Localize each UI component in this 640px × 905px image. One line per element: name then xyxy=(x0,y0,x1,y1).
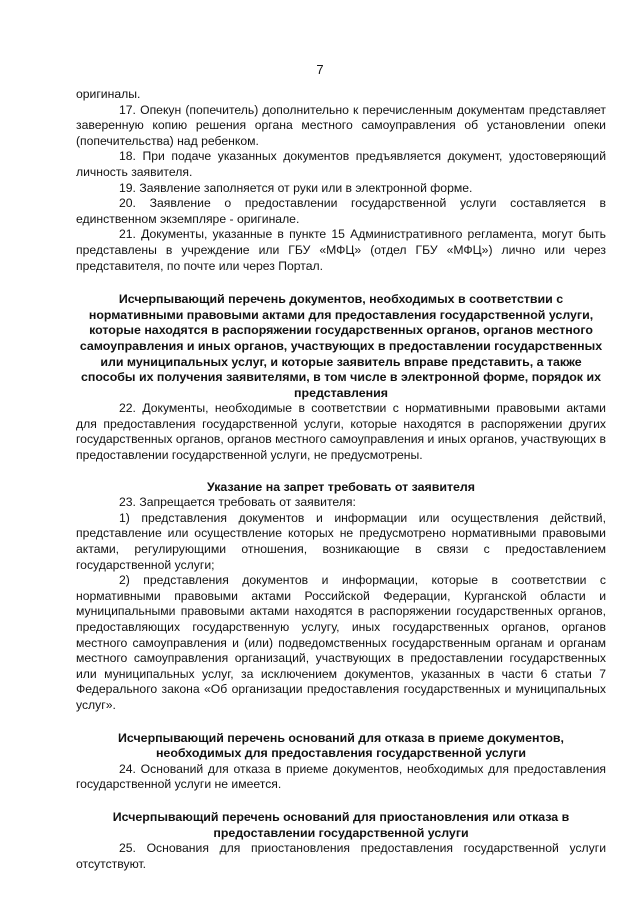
section-heading-available-documents: Исчерпывающий перечень документов, необходимых в соответствии с нормативными правовыми актами для предоставления государственной услуги, которые находятся в распоряжении государственных органов, органов местного самоуправления и иных органов, участвующих в предоставлении государственных или муниципальных услуг, и которые заявитель вправе представить, а также способы их получения заявителями, в том числе в электронной форме, порядок их представления xyxy=(79,292,603,400)
paragraph-24: 24. Оснований для отказа в приеме документов, необходимых для предоставления государственной услуги не имеется. xyxy=(76,761,606,792)
paragraph-23-item-2: 2) представления документов и информации, которые в соответствии с нормативными правовыми актами Российской Федерации, Курганской области и муниципальными правовыми актами находятся в распоряжении государственных органов, предоставляющих государственную услугу, иных государственных органов, органов местного самоуправления и (или) подведомственных государственным органам и органам местного самоуправления организаций, участвующих в предоставлении государственных или муниципальных услуг, за исключением документов, указанных в части 6 статьи 7 Федерального закона «Об организации предоставления государственных и муниципальных услуг». xyxy=(76,573,606,712)
paragraph-continuation: оригиналы. xyxy=(76,87,141,101)
paragraph-21: 21. Документы, указанные в пункте 15 Административного регламента, могут быть представлены в учреждение или ГБУ «МФЦ» (отдел ГБУ «МФЦ») лично или через представителя, по почте или через Портал. xyxy=(76,227,606,273)
page-content xyxy=(76,87,606,872)
paragraph-19: 19. Заявление заполняется от руки или в электронной форме. xyxy=(119,180,473,195)
paragraph-23-item-1: 1) представления документов и информации или осуществления действий, представление или осуществление которых не предусмотрено нормативными правовыми актами, регулирующими отношения, возникающие в связи с предоставлением государственной услуги; xyxy=(76,510,606,572)
paragraph-20: 20. Заявление о предоставлении государственной услуги составляется в единственном экземпляре - оригинале. xyxy=(76,196,606,226)
page-number: 7 xyxy=(316,62,324,77)
section-heading-prohibition: Указание на запрет требовать от заявителя xyxy=(206,479,476,494)
section-heading-suspension: Исчерпывающий перечень оснований для приостановления или отказа в предоставлении государственной услуги xyxy=(112,809,570,840)
section-heading-refusal-acceptance: Исчерпывающий перечень оснований для отказа в приеме документов, необходимых для предоставления государственной услуги xyxy=(118,730,564,761)
paragraph-17: 17. Опекун (попечитель) дополнительно к перечисленным документам представляет заверенную копию решения органа местного самоуправления об установлении опеки (попечительства) над ребенком. xyxy=(76,102,606,148)
paragraph-18: 18. При подаче указанных документов предъявляется документ, удостоверяющий личность заявителя. xyxy=(76,149,606,179)
paragraph-23: 23. Запрещается требовать от заявителя: xyxy=(119,495,356,510)
paragraph-25: 25. Основания для приостановления предоставления государственной услуги отсутствуют. xyxy=(76,841,606,871)
paragraph-22: 22. Документы, необходимые в соответствии с нормативными правовыми актами для предоставления государственной услуги, которые находятся в распоряжении других государственных органов, органов местного самоуправления и иных органов, участвующих в предоставлении государственной услуги, не предусмотрены. xyxy=(76,401,606,463)
